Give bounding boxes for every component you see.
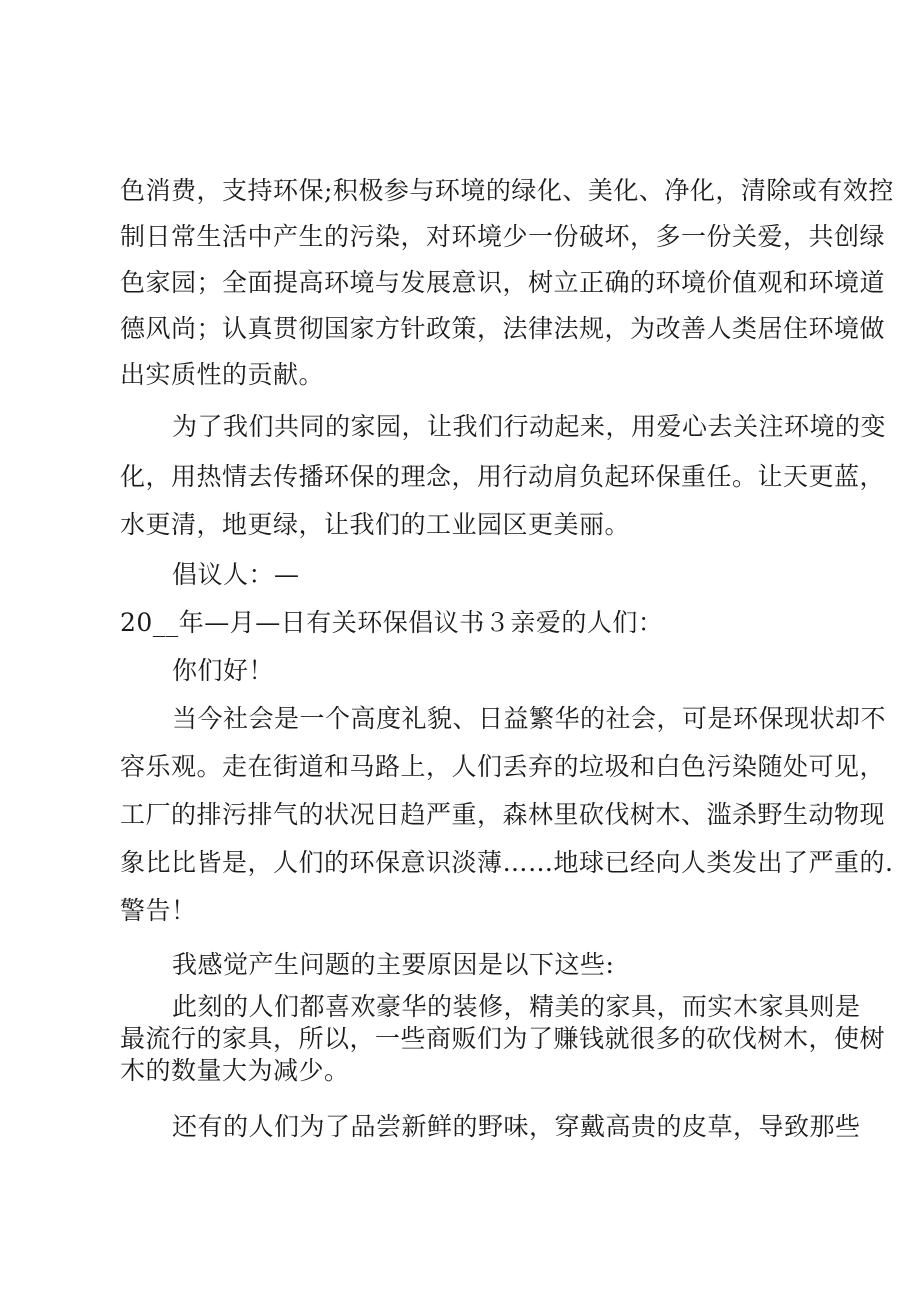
text-line: 工厂的排污排气的状况日趋严重，森林里砍伐树木、滥杀野生动物现 — [120, 800, 886, 829]
text-line: 最流行的家具，所以，一些商贩们为了赚钱就很多的砍伐树木，使树 — [120, 1024, 886, 1053]
greeting: 你们好！ — [172, 656, 275, 685]
text-line: 容乐观。走在街道和马路上，人们丢弃的垃圾和白色污染随处可见， — [120, 752, 886, 781]
signature-line: 倡议人：— — [172, 560, 300, 589]
text-line: 当今社会是一个高度礼貌、日益繁华的社会，可是环保现状却不 — [172, 704, 887, 733]
text-line: 水更清，地更绿，让我们的工业园区更美丽。 — [120, 510, 631, 539]
paragraph-6: 还有的人们为了品尝新鲜的野味，穿戴高贵的皮草，导致那些 — [172, 1112, 861, 1141]
text-line: 为了我们共同的家园，让我们行动起来，用爱心去关注环境的变 — [172, 412, 887, 441]
text-line: 出实质性的贡献。 — [120, 360, 325, 389]
date-heading: 20__年—月—日有关环保倡议书３亲爱的人们： — [120, 608, 664, 637]
text-line: 德风尚；认真贯彻国家方针政策，法律法规，为改善人类居住环境做 — [120, 314, 886, 343]
text-line: 色消费，支持环保;积极参与环境的绿化、美化、净化，清除或有效控 — [120, 176, 894, 205]
text-line: 色家园；全面提高环境与发展意识，树立正确的环境价值观和环境道 — [120, 268, 886, 297]
text-line: 化，用热情去传播环保的理念，用行动肩负起环保重任。让天更蓝， — [120, 462, 886, 491]
text-line: 木的数量大为减少。 — [120, 1056, 350, 1085]
text-line: 象比比皆是，人们的环保意识淡薄……地球已经向人类发出了严重的. — [120, 848, 894, 877]
text-line: 警告！ — [120, 896, 197, 925]
text-line: 制日常生活中产生的污染，对环境少一份破坏，多一份关爱，共创绿 — [120, 222, 886, 251]
text-line: 此刻的人们都喜欢豪华的装修，精美的家具，而实木家具则是 — [172, 992, 861, 1021]
paragraph-4: 我感觉产生问题的主要原因是以下这些: — [172, 950, 615, 979]
